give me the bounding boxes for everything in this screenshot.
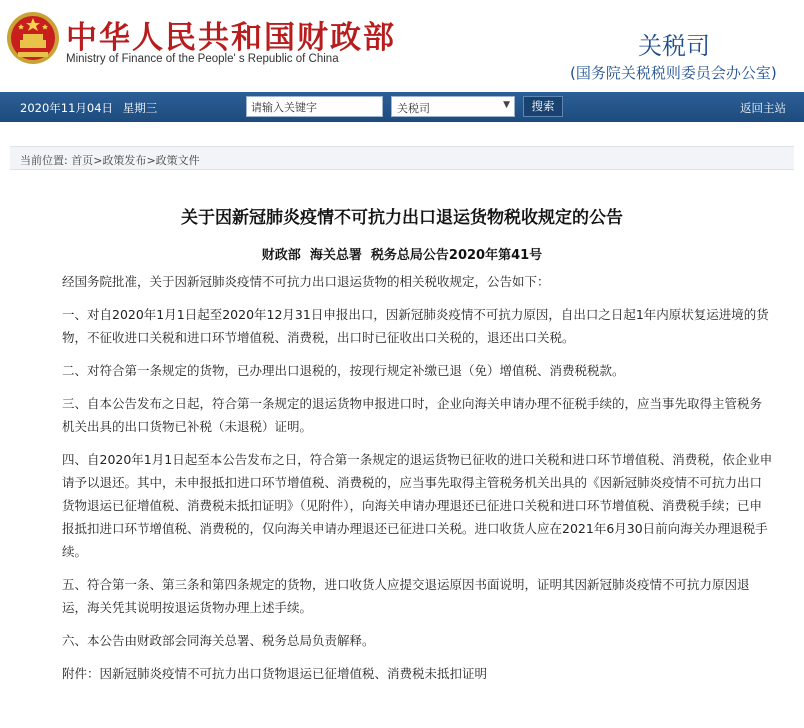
paragraph-item-1: 一、对自2020年1月1日起至2020年12月31日申报出口，因新冠肺炎疫情不可抗力原因，自出口之日起1年内原状复运进境的货物，不征收进口关税和进口环节增值税、消费税，出口时已征收出口关税的，退还出口关税。	[62, 307, 769, 345]
breadcrumb-section[interactable]: 政策发布	[102, 154, 147, 167]
article-title: 关于因新冠肺炎疫情不可抗力出口退运货物税收规定的公告	[181, 208, 623, 228]
back-to-main-site-link[interactable]: 返回主站	[740, 101, 786, 115]
department-select[interactable]	[391, 96, 515, 117]
department-name: 关税司	[638, 32, 710, 60]
top-navbar	[0, 92, 804, 122]
department-subtitle: (国务院关税税则委员会办公室)	[570, 64, 777, 82]
current-date	[20, 100, 157, 116]
article-body	[62, 270, 774, 685]
chevron-down-icon: ▼	[503, 100, 510, 110]
breadcrumb-separator: >	[93, 154, 103, 167]
paragraph-item-5: 五、符合第一条、第三条和第四条规定的货物，进口收货人应提交退运原因书面说明，证明其因新冠肺炎疫情不可抗力原因退运，海关凭其说明按退运货物办理上述手续。	[62, 577, 750, 615]
breadcrumb-home[interactable]: 首页	[71, 154, 94, 167]
breadcrumb-page[interactable]: 政策文件	[155, 154, 200, 167]
paragraph-item-2: 二、对符合第一条规定的货物，已办理出口退税的，按现行规定补缴已退（免）增值税、消费税税款。	[62, 363, 625, 378]
paragraph-intro: 经国务院批准，关于因新冠肺炎疫情不可抗力出口退运货物的相关税收规定，公告如下：	[62, 274, 550, 289]
search-input[interactable]	[246, 96, 383, 117]
attachment-link[interactable]: 附件：因新冠肺炎疫情不可抗力出口货物退运已征增值税、消费税未抵扣证明	[62, 666, 488, 681]
breadcrumb-label: 当前位置:	[20, 154, 68, 167]
search-button[interactable]: 搜索	[523, 96, 563, 117]
paragraph-item-4: 四、自2020年1月1日起至本公告发布之日，符合第一条规定的退运货物已征收的进口关税和进口环节增值税、消费税，依企业申请予以退还。其中，未申报抵扣进口环节增值税、消费税的，应当事先取得主管税务机关出具的《因新冠肺炎疫情不可抗力出口货物退运已征增值税、消费税未抵扣证明》（见附件），向海关申请办理退还已征进口关税和进口环节增值税、消费税手续；已申报抵扣进口环节增值税、消费税的，仅向海关申请办理退还已征进口关税。进口收货人应在2021年6月30日前向海关办理退税手续。	[62, 452, 773, 559]
ministry-name-cn: 中华人民共和国财政部	[66, 20, 396, 56]
paragraph-item-3: 三、自本公告发布之日起，符合第一条规定的退运货物申报进口时，企业向海关申请办理不征税手续的，应当事先取得主管税务机关出具的出口货物已补税（未退税）证明。	[62, 396, 763, 434]
document-number: 财政部 海关总署 税务总局公告2020年第41号	[261, 248, 543, 263]
date-text: 2020年11月04日	[20, 101, 114, 115]
department-select-value: 关税司	[397, 102, 430, 115]
weekday-text: 星期三	[122, 101, 158, 115]
breadcrumb	[10, 146, 794, 170]
national-emblem-icon	[6, 10, 60, 66]
paragraph-item-6: 六、本公告由财政部会同海关总署、税务总局负责解释。	[62, 633, 375, 648]
site-header	[0, 0, 804, 92]
breadcrumb-separator: >	[146, 154, 156, 167]
ministry-name-en: Ministry of Finance of the People' s Republic of China	[66, 53, 339, 65]
